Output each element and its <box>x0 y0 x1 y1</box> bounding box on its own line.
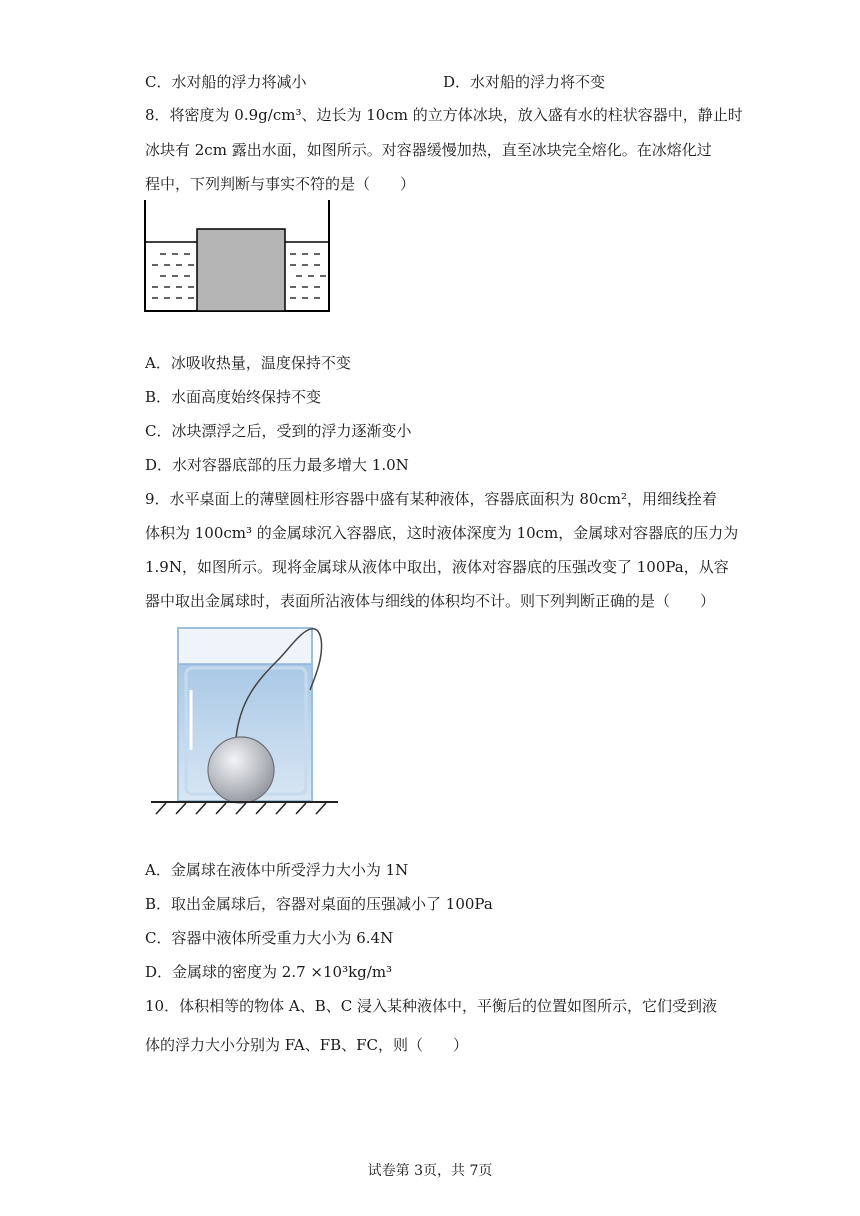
q8-option-b: B．水面高度始终保持不变 <box>145 388 322 406</box>
q8-option-c: C．冰块漂浮之后，受到的浮力逐渐变小 <box>145 422 412 440</box>
q7-option-d: D．水对船的浮力将不变 <box>443 73 606 91</box>
q9-stem-line-2: 体积为 100cm³ 的金属球沉入容器底，这时液体深度为 10cm，金属球对容器底的压力为 <box>145 524 739 542</box>
q8-stem-line-1: 8．将密度为 0.9g/cm³、边长为 10cm 的立方体冰块，放入盛有水的柱状容器中，静止时 <box>145 106 743 124</box>
q7-option-c: C．水对船的浮力将减小 <box>145 73 307 91</box>
q8-stem-line-2: 冰块有 2cm 露出水面，如图所示。对容器缓慢加热，直至冰块完全熔化。在冰熔化过 <box>145 141 712 159</box>
q8-stem-line-3: 程中，下列判断与事实不符的是（ ） <box>145 175 416 193</box>
q8-ice-container-figure <box>140 198 335 316</box>
page-footer: 试卷第 3页，共 7页 <box>367 1163 493 1179</box>
q10-stem-line-1: 10．体积相等的物体 A、B、C 浸入某种液体中，平衡后的位置如图所示，它们受到液 <box>145 997 717 1015</box>
q10-stem-line-2: 体的浮力大小分别为 FA、FB、FC，则（ ） <box>145 1036 469 1054</box>
q9-stem-line-4: 器中取出金属球时，表面所沾液体与细线的体积均不计。则下列判断正确的是（ ） <box>145 592 716 610</box>
q9-option-a: A．金属球在液体中所受浮力大小为 1N <box>145 861 409 879</box>
q9-stem-line-1: 9．水平桌面上的薄壁圆柱形容器中盛有某种液体，容器底面积为 80cm²，用细线拴着 <box>145 490 718 508</box>
q9-option-c: C．容器中液体所受重力大小为 6.4N <box>145 929 394 947</box>
q9-option-b: B．取出金属球后，容器对桌面的压强减小了 100Pa <box>145 895 493 913</box>
q9-stem-line-3: 1.9N，如图所示。现将金属球从液体中取出，液体对容器底的压强改变了 100Pa，从容 <box>145 558 729 576</box>
q9-metal-ball-container-figure <box>148 620 338 820</box>
q8-option-a: A．冰吸收热量，温度保持不变 <box>145 354 351 372</box>
q8-option-d: D．水对容器底部的压力最多增大 1.0N <box>145 456 409 474</box>
q9-option-d: D．金属球的密度为 2.7 ×10³kg/m³ <box>145 963 393 981</box>
